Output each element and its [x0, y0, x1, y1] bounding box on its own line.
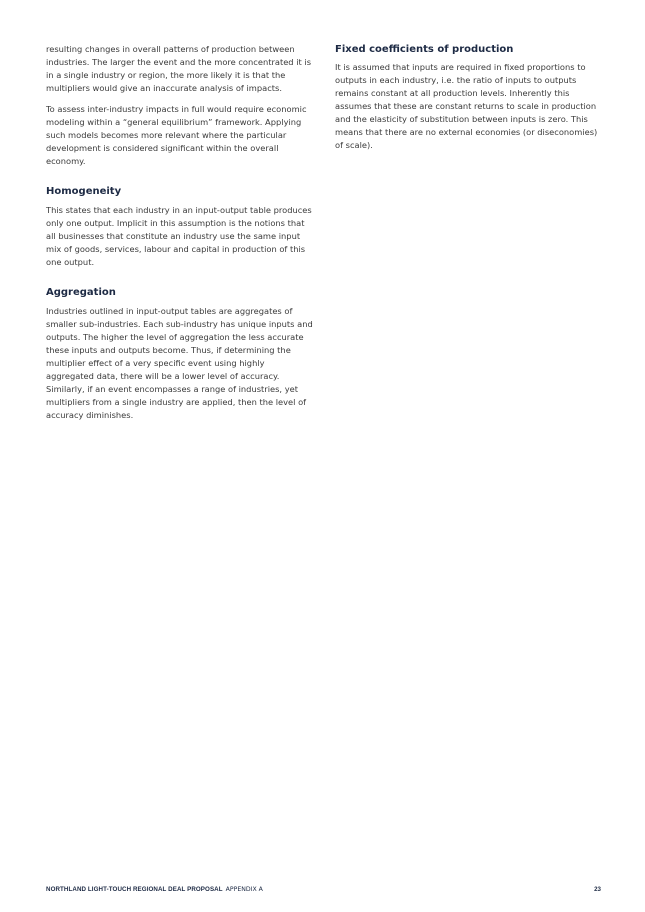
page-number: 23 [594, 886, 601, 893]
right-column [335, 43, 599, 160]
intro-paragraph-2: To assess inter-industry impacts in full would require economic modeling within a “general equilibrium” framework. Applying such models becomes more relevant where the particular development is considered significant within the overall economy. [46, 104, 307, 166]
footer-document-title: NORTHLAND LIGHT-TOUCH REGIONAL DEAL PROPOSAL [46, 886, 223, 893]
homogeneity-section [46, 185, 314, 269]
intro-paragraph-1: resulting changes in overall patterns of production between industries. The larger the event and the more concentrated it is in a single industry or region, the more likely it is that the multipliers would give an inaccurate analysis of impacts. [46, 44, 312, 93]
left-column [46, 43, 314, 430]
fixed-coefficients-body: It is assumed that inputs are required in fixed proportions to outputs in each industry, i.e. the ratio of inputs to outputs remains constant at all production levels. Inherently this assumes that these are constant returns to scale in production and the elasticity of substitution between inputs is zero. This means that there are no external economies (or diseconomies) of scale). [335, 62, 598, 150]
homogeneity-heading: Homogeneity [46, 186, 122, 197]
homogeneity-body: This states that each industry in an input-output table produces only one output. Implicit in this assumption is the notions that all businesses that constitute an industry use the same input mix of goods, services, labour and capital in production of this one output. [46, 205, 312, 267]
page-footer [46, 884, 601, 896]
footer-section: APPENDIX A [225, 886, 263, 893]
aggregation-section [46, 286, 314, 422]
aggregation-heading: Aggregation [46, 287, 116, 298]
aggregation-body: Industries outlined in input-output tables are aggregates of smaller sub-industries. Each sub-industry has unique inputs and outputs. The higher the level of aggregation the less accurate these inputs and outputs become. Thus, if determining the multiplier effect of a very specific event using highly aggregated data, there will be a lower level of accuracy. Similarly, if an event encompasses a range of industries, yet multipliers from a single industry are applied, then the level of accuracy diminishes. [46, 306, 313, 420]
fixed-coefficients-heading: Fixed coefficients of production [335, 44, 514, 55]
